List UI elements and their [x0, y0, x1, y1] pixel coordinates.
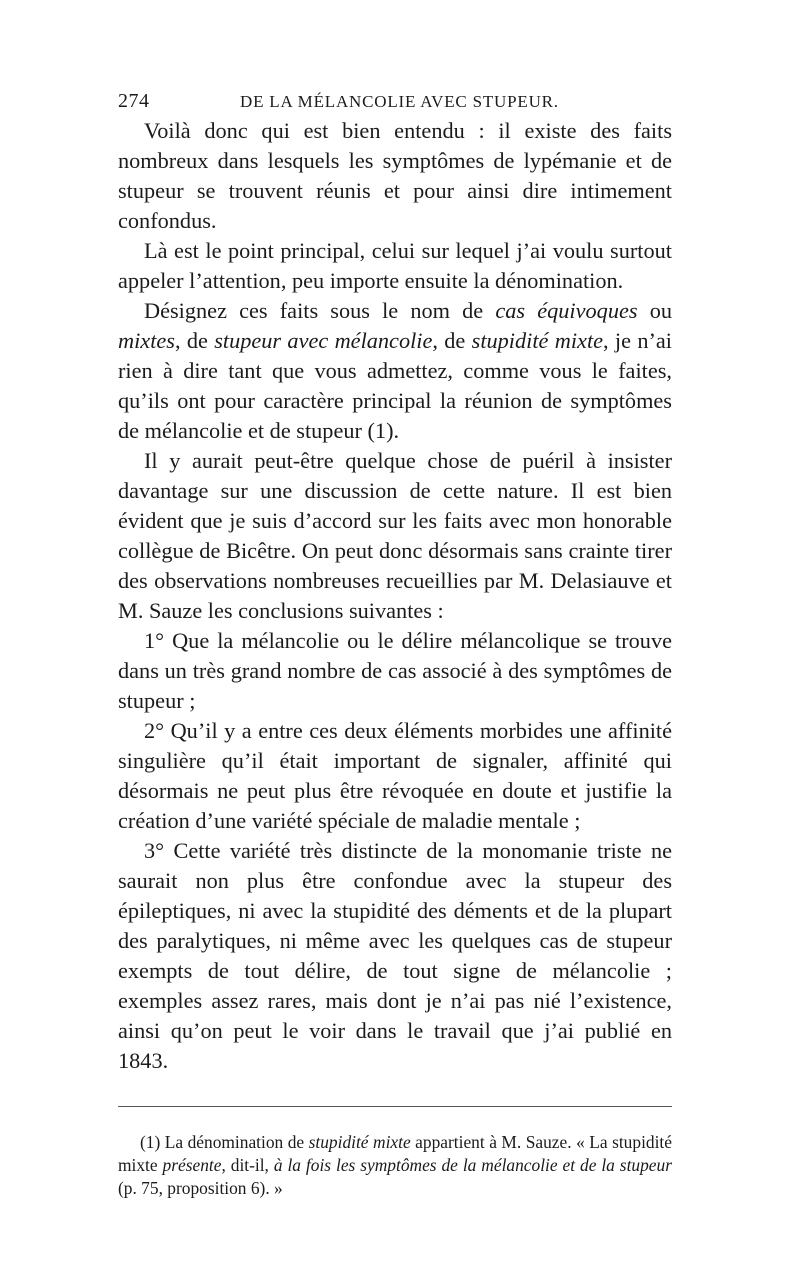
italic-term: présente	[162, 1155, 222, 1175]
italic-term: cas équivoques	[495, 298, 638, 323]
italic-term: stupidité mixte	[308, 1132, 411, 1152]
italic-term: stupidité mixte	[471, 328, 604, 353]
running-head: DE LA MÉLANCOLIE AVEC STUPEUR.	[240, 92, 559, 111]
text-run: ou	[637, 298, 673, 323]
text-run: appartient à M. Sauze. « La stupidité mixte	[118, 1132, 672, 1175]
italic-term: mixtes	[118, 328, 175, 353]
footnote-divider	[118, 1106, 672, 1107]
body-text	[118, 116, 672, 1076]
text-run: Désignez ces faits sous le nom de	[144, 298, 496, 323]
paragraph: Il y aurait peut-être quelque chose de puéril à insister davantage sur une discussion de cette nature. Il est bien évident que je suis d’accord sur les faits avec mon honorable collègue de Bicêtre. On peut donc désormais sans crainte tirer des observations nombreuses recueillies par M. Delasiauve et M. Sauze les conclusions suivantes :	[118, 448, 672, 623]
numbered-conclusion: 1° Que la mélancolie ou le délire mélancolique se trouve dans un très grand nombre de cas associé à des symptômes de stupeur ;	[118, 628, 672, 713]
text-run: , de	[432, 328, 472, 353]
italic-term: à la fois les symptômes de la mélancolie et de la stupeur	[273, 1155, 672, 1175]
text-run: (1) La dénomination de	[140, 1132, 309, 1152]
paragraph: Là est le point principal, celui sur lequel j’ai voulu surtout appeler l’attention, peu importe ensuite la dénomination.	[118, 238, 672, 293]
numbered-conclusion: 3° Cette variété très distincte de la monomanie triste ne saurait non plus être confondue avec la stupeur des épileptiques, ni avec la stupidité des déments et de la plupart des paralytiques, ni même avec les quelques cas de stupeur exempts de tout délire, de tout signe de mélancolie ; exemples assez rares, mais dont je n’ai pas nié l’existence, ainsi qu’on peut le voir dans le travail que j’ai publié en 1843.	[118, 838, 672, 1073]
page-number: 274	[118, 90, 150, 112]
text-run: (p. 75, proposition 6). »	[118, 1178, 283, 1198]
text-run: , dit-il,	[221, 1155, 274, 1175]
paragraph: Voilà donc qui est bien entendu : il existe des faits nombreux dans lesquels les symptômes de lypémanie et de stupeur se trouvent réunis et pour ainsi dire intimement confondus.	[118, 118, 672, 233]
numbered-conclusion: 2° Qu’il y a entre ces deux éléments morbides une affinité singulière qu’il était important de signaler, affinité qui désormais ne peut plus être révoquée en doute et justifie la création d’une variété spéciale de maladie mentale ;	[118, 718, 672, 833]
italic-term: stupeur avec mélancolie	[214, 328, 433, 353]
paragraph	[118, 296, 672, 446]
text-run: , de	[174, 328, 215, 353]
page-header	[118, 84, 672, 116]
text-run: , je n’ai rien à dire tant que vous admettez, comme vous le faites, qu’ils ont pour caractère principal la réunion de symptômes de mélancolie et de stupeur (1).	[118, 328, 672, 443]
footnote	[118, 1131, 672, 1200]
book-page	[118, 84, 672, 1200]
